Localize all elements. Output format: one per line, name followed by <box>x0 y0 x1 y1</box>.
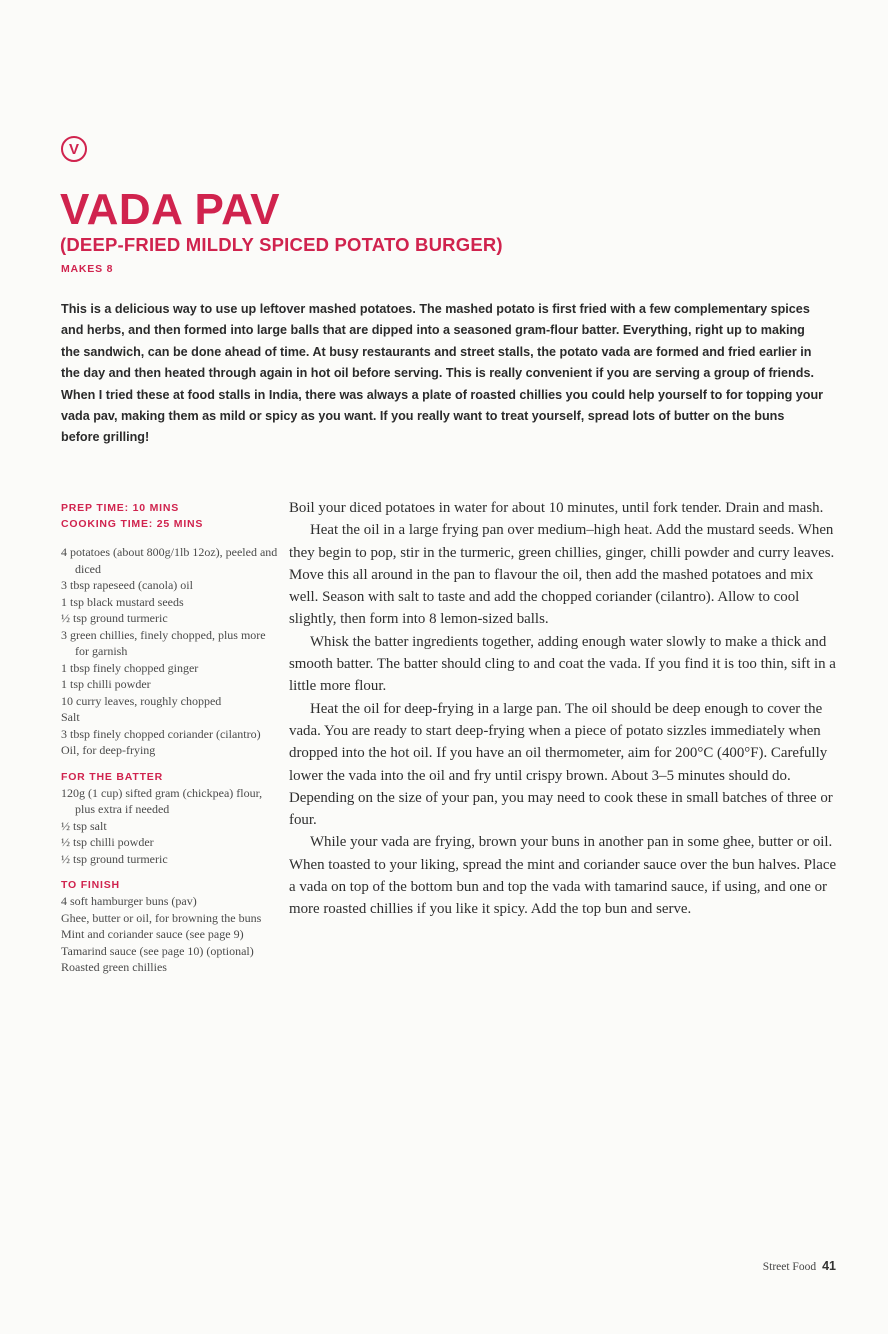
prep-time: PREP TIME: 10 MINS <box>61 502 180 514</box>
ingredient-item: 120g (1 cup) sifted gram (chickpea) flour, plus extra if needed <box>61 785 263 816</box>
ingredient-item: ½ tsp ground turmeric <box>61 851 168 866</box>
ingredient-item: Roasted green chillies <box>61 960 167 974</box>
ingredient-item: ½ tsp chilli powder <box>61 835 154 849</box>
ingredient-item: 10 curry leaves, roughly chopped <box>61 693 222 708</box>
ingredient-item: Oil, for deep-frying <box>61 743 156 757</box>
ingredients-sidebar <box>61 500 281 976</box>
ingredient-item: 3 tbsp finely chopped coriander (cilantro) <box>61 726 261 741</box>
finish-ingredient-list <box>61 893 281 976</box>
ingredient-item: ½ tsp ground turmeric <box>61 611 168 625</box>
page-number: 41 <box>822 1259 836 1273</box>
recipe-title: VADA PAV <box>60 185 280 234</box>
method-paragraph: Boil your diced potatoes in water for about 10 minutes, until fork tender. Drain and mash. <box>289 500 824 516</box>
section-name: Street Food <box>762 1261 817 1273</box>
page-footer <box>763 1259 836 1273</box>
batter-ingredient-list <box>61 785 281 868</box>
ingredient-item: ½ tsp salt <box>61 818 107 833</box>
cooking-time: COOKING TIME: 25 MINS <box>61 518 204 530</box>
yield-label: MAKES 8 <box>61 263 114 275</box>
method-paragraph: Whisk the batter ingredients together, adding enough water slowly to make a thick and smooth batter. The batter should cling to and coat the vada. If you find it is too thin, sift in a little more flour. <box>289 633 836 695</box>
ingredient-item: 1 tbsp finely chopped ginger <box>61 660 199 675</box>
ingredient-item: 3 tbsp rapeseed (canola) oil <box>61 578 193 592</box>
ingredient-item: Tamarind sauce (see page 10) (optional) <box>61 943 254 958</box>
method-paragraph: Heat the oil in a large frying pan over medium–high heat. Add the mustard seeds. When they begin to pop, stir in the turmeric, green chillies, ginger, chilli powder and curry leaves. Move this all around in the pan to flavour the oil, then add the mashed potatoes and mix well. Season with salt to taste and add the chopped coriander (cilantro). Allow to cool slightly, then form into 8 lemon-sized balls. <box>289 522 835 628</box>
vegetarian-icon-letter: V <box>68 140 79 158</box>
finish-heading: TO FINISH <box>61 879 120 891</box>
ingredient-item: Ghee, butter or oil, for browning the buns <box>61 910 262 925</box>
recipe-intro: This is a delicious way to use up leftover mashed potatoes. The mashed potato is first fried with a few complementary spices and herbs, and then formed into large balls that are dipped into a seasoned gram-flour batter. Everything, right up to making the sandwich, can be done ahead of time. At busy restaurants and street stalls, the potato vada are formed and fried earlier in the day and then heated through again in hot oil before serving. This is really convenient if you are serving a group of friends. When I tried these at food stalls in India, there was always a plate of roasted chillies you could help yourself to for topping your vada pav, making them as mild or spicy as you want. If you really want to treat yourself, spread lots of butter on the buns before grilling! <box>61 302 824 445</box>
batter-heading: FOR THE BATTER <box>61 770 163 783</box>
method-paragraph: While your vada are frying, brown your buns in another pan in some ghee, butter or oil. When toasted to your liking, spread the mint and coriander sauce over the bun halves. Place a vada on top of the bottom bun and top the vada with tamarind sauce, if using, and one or more roasted chillies if you like it spicy. Add the top bun and serve. <box>289 834 837 918</box>
ingredient-item: Salt <box>61 710 80 724</box>
recipe-subtitle: (DEEP-FRIED MILDLY SPICED POTATO BURGER) <box>60 234 503 255</box>
method-paragraph: Heat the oil for deep-frying in a large pan. The oil should be deep enough to cover the vada. You are ready to start deep-frying when a piece of potato sizzles immediately when dropped into the hot oil. If you have an oil thermometer, aim for 200°C (400°F). Carefully lower the vada into the oil and fry until crispy brown. About 3–5 minutes should do. Depending on the size of your pan, you may need to cook these in small batches of three or four. <box>289 700 833 829</box>
vegetarian-icon <box>61 136 87 162</box>
main-ingredient-list <box>61 544 281 759</box>
ingredient-item: 4 soft hamburger buns (pav) <box>61 894 197 908</box>
method-steps <box>289 497 837 921</box>
ingredient-item: 4 potatoes (about 800g/1lb 12oz), peeled and diced <box>61 545 278 576</box>
ingredient-item: 1 tsp black mustard seeds <box>61 594 184 609</box>
ingredient-item: 3 green chillies, finely chopped, plus more for garnish <box>61 627 266 658</box>
ingredient-item: 1 tsp chilli powder <box>61 677 151 691</box>
ingredient-item: Mint and coriander sauce (see page 9) <box>61 927 244 941</box>
